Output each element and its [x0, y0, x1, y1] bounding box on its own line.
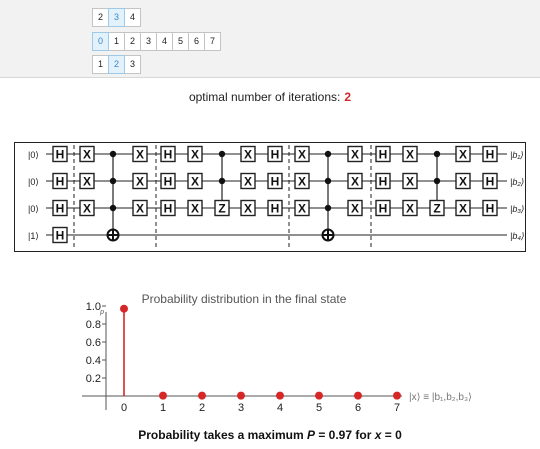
iter1-diff-h-out-3: [268, 201, 282, 216]
iter1-diff-h-in-1: [161, 147, 175, 162]
iter2-oracle-x-out-3-label: X: [350, 201, 360, 216]
qubits-button-group: [92, 8, 140, 27]
hidden-item-button-1[interactable]: 1: [108, 32, 125, 51]
iter2-diff-h-out-3: [483, 201, 497, 216]
iter2-diff-z-label: Z: [433, 201, 441, 216]
iter2-oracle-x-in-2: [295, 174, 309, 189]
input-state-2: |0⟩: [28, 177, 39, 187]
qubits-button-2[interactable]: 2: [92, 8, 109, 27]
iter1-diff-h-out-2-label: H: [270, 174, 280, 189]
iter1-diff-x-in-2: [188, 174, 202, 189]
iter2-diff-h-out-1-label: H: [485, 147, 495, 162]
iter2-diff-x-in-3-label: X: [405, 201, 415, 216]
iter2-oracle-x-in-2-label: X: [297, 174, 307, 189]
gate-h-init-3: [53, 201, 67, 216]
iter2-diff-h-out-3-label: H: [485, 201, 495, 216]
iter2-diff-x-in-2-label: X: [405, 174, 415, 189]
gate-h-init-2: [53, 174, 67, 189]
iter1-diff-h-in-1-label: H: [163, 147, 173, 162]
point-4: [276, 392, 284, 400]
iter1-oracle-x-in-3-label: X: [82, 201, 92, 216]
qubits-button-4[interactable]: 4: [124, 8, 141, 27]
iter2-diff-h-in-2-label: H: [378, 174, 388, 189]
input-state-3: |0⟩: [28, 204, 39, 214]
iter2-diff-h-out-2: [483, 174, 497, 189]
iter1-diff-x-out-2-label: X: [243, 174, 253, 189]
x-tick-label-1: 1: [159, 402, 167, 414]
iter2-diff-h-out-1: [483, 147, 497, 162]
iter1-diff-h-out-1-label: H: [270, 147, 280, 162]
iter1-oracle-x-out-3: [133, 201, 147, 216]
chart-title: Probability distribution in the final state: [141, 292, 347, 306]
iter1-diff-z-label: Z: [218, 201, 226, 216]
output-state-1: |b₁⟩: [510, 150, 524, 160]
conclusion-x-value: = 0: [381, 428, 402, 442]
output-state-4: |b₄⟩: [510, 231, 525, 241]
iter2-diff-h-in-1: [376, 147, 390, 162]
hidden-item-button-4[interactable]: 4: [156, 32, 173, 51]
iter1-diff-h-out-2: [268, 174, 282, 189]
control-panel: [0, 0, 540, 78]
iter2-oracle-x-out-2: [348, 174, 362, 189]
hidden-item-button-2[interactable]: 2: [124, 32, 141, 51]
x-axis-label: |x⟩ ≡ |b₁,b₂,b₃⟩: [409, 392, 472, 403]
iter1-diff-z: [215, 201, 229, 216]
iterations-button-2[interactable]: 2: [108, 55, 125, 74]
y-axis-label: p: [100, 309, 104, 316]
conclusion-text: [0, 428, 540, 442]
iter1-diff-x-in-3-label: X: [190, 201, 200, 216]
optimal-iterations-value: 2: [344, 90, 352, 104]
output-state-2: |b₂⟩: [510, 177, 525, 187]
input-state-4: |1⟩: [28, 231, 39, 241]
iter2-diff-x-out-2: [456, 174, 470, 189]
conclusion-p-value: = 0.97 for: [315, 428, 375, 442]
x-tick-label-6: 6: [354, 402, 362, 414]
iter1-diff-h-in-2-label: H: [163, 174, 173, 189]
input-state-1: |0⟩: [28, 150, 39, 160]
x-tick-label-4: 4: [276, 402, 284, 414]
point-0: [120, 305, 128, 313]
point-6: [354, 392, 362, 400]
iter1-oracle-x-out-2-label: X: [135, 174, 145, 189]
probability-chart: [0, 286, 540, 426]
iterations-button-3[interactable]: 3: [124, 55, 141, 74]
iter1-diff-x-in-1: [188, 147, 202, 162]
iter2-oracle-x-in-1: [295, 147, 309, 162]
hidden-item-button-5[interactable]: 5: [172, 32, 189, 51]
iter2-oracle-x-in-1-label: X: [297, 147, 307, 162]
iter2-diff-x-in-1: [403, 147, 417, 162]
hidden-item-button-0[interactable]: 0: [92, 32, 109, 51]
iter1-diff-x-out-1: [241, 147, 255, 162]
iter2-oracle-x-out-2-label: X: [350, 174, 360, 189]
iter2-diff-z: [430, 201, 444, 216]
iter2-diff-x-out-1-label: X: [458, 147, 468, 162]
output-state-3: |b₃⟩: [510, 204, 525, 214]
iter2-oracle-toffoli-dot-3: [325, 205, 331, 211]
point-2: [198, 392, 206, 400]
iter1-oracle-x-in-1-label: X: [82, 147, 92, 162]
iter2-diff-x-in-1-label: X: [405, 147, 415, 162]
iter1-diff-x-in-3: [188, 201, 202, 216]
iter2-oracle-toffoli-dot-1: [325, 151, 331, 157]
y-tick-label-0.4: 0.4: [85, 355, 101, 367]
iter2-diff-x-out-3-label: X: [458, 201, 468, 216]
iter1-oracle-x-out-1-label: X: [135, 147, 145, 162]
x-tick-label-5: 5: [315, 402, 323, 414]
conclusion-prefix: Probability takes a maximum: [138, 428, 307, 442]
iter1-oracle-x-out-3-label: X: [135, 201, 145, 216]
iter2-diff-x-in-2: [403, 174, 417, 189]
iter1-oracle-toffoli-dot-3: [110, 205, 116, 211]
iter1-diff-h-in-3: [161, 201, 175, 216]
hidden-item-button-3[interactable]: 3: [140, 32, 157, 51]
iter2-oracle-x-out-3: [348, 201, 362, 216]
optimal-iterations-label: optimal number of iterations:: [188, 90, 341, 104]
iter2-oracle-x-out-1-label: X: [350, 147, 360, 162]
iter2-diff-h-in-3-label: H: [378, 201, 388, 216]
iter2-oracle-x-in-3-label: X: [297, 201, 307, 216]
y-tick-label-0.8: 0.8: [85, 319, 101, 331]
iter2-diff-cz-dot-2: [434, 178, 440, 184]
iter2-oracle-toffoli-dot-2: [325, 178, 331, 184]
iter2-diff-h-in-2: [376, 174, 390, 189]
iter1-diff-x-out-3-label: X: [243, 201, 253, 216]
iterations-button-group: [92, 55, 140, 74]
hidden-item-button-group: [92, 32, 220, 51]
gate-h-init-1-label: H: [55, 147, 65, 162]
iter1-diff-x-in-2-label: X: [190, 174, 200, 189]
y-tick-label-0.2: 0.2: [85, 373, 101, 385]
point-3: [237, 392, 245, 400]
x-tick-label-3: 3: [237, 402, 245, 414]
iter2-diff-x-out-3: [456, 201, 470, 216]
iter1-diff-h-out-1: [268, 147, 282, 162]
hidden-item-button-6[interactable]: 6: [188, 32, 205, 51]
gate-h-init-2-label: H: [55, 174, 65, 189]
iter1-diff-cz-dot-1: [219, 151, 225, 157]
iter2-oracle-x-in-3: [295, 201, 309, 216]
iter1-oracle-x-in-3: [80, 201, 94, 216]
conclusion-x-symbol: x: [374, 428, 382, 442]
iter1-oracle-x-out-1: [133, 147, 147, 162]
iter2-diff-h-in-3: [376, 201, 390, 216]
quantum-circuit: [14, 142, 526, 252]
iter1-oracle-toffoli-dot-1: [110, 151, 116, 157]
iter1-diff-x-out-3: [241, 201, 255, 216]
x-tick-label-7: 7: [393, 402, 401, 414]
iter1-diff-x-out-1-label: X: [243, 147, 253, 162]
x-tick-label-0: 0: [120, 402, 128, 414]
iter1-diff-cz-dot-2: [219, 178, 225, 184]
iter1-diff-h-in-3-label: H: [163, 201, 173, 216]
optimal-iterations: [0, 90, 540, 104]
iter1-oracle-toffoli-dot-2: [110, 178, 116, 184]
iter2-diff-x-out-1: [456, 147, 470, 162]
gate-h-init-4: [53, 228, 67, 243]
iter2-diff-x-in-3: [403, 201, 417, 216]
point-1: [159, 392, 167, 400]
iter2-diff-x-out-2-label: X: [458, 174, 468, 189]
qubits-button-3[interactable]: 3: [108, 8, 125, 27]
iter1-diff-x-in-1-label: X: [190, 147, 200, 162]
iter1-oracle-x-out-2: [133, 174, 147, 189]
point-5: [315, 392, 323, 400]
iter1-oracle-x-in-1: [80, 147, 94, 162]
iter2-diff-h-out-2-label: H: [485, 174, 495, 189]
iter2-diff-h-in-1-label: H: [378, 147, 388, 162]
iter1-oracle-x-in-2-label: X: [82, 174, 92, 189]
x-tick-label-2: 2: [198, 402, 206, 414]
y-tick-label-0.6: 0.6: [85, 337, 101, 349]
point-7: [393, 392, 401, 400]
gate-h-init-4-label: H: [55, 228, 65, 243]
iterations-button-1[interactable]: 1: [92, 55, 109, 74]
iter2-diff-cz-dot-1: [434, 151, 440, 157]
iter1-diff-x-out-2: [241, 174, 255, 189]
iter2-oracle-x-out-1: [348, 147, 362, 162]
iter1-oracle-x-in-2: [80, 174, 94, 189]
iter1-diff-h-in-2: [161, 174, 175, 189]
y-tick-label-1.0: 1.0: [85, 301, 101, 313]
iter1-diff-h-out-3-label: H: [270, 201, 280, 216]
conclusion-p-symbol: P: [306, 428, 315, 442]
gate-h-init-1: [53, 147, 67, 162]
gate-h-init-3-label: H: [55, 201, 65, 216]
hidden-item-button-7[interactable]: 7: [204, 32, 221, 51]
